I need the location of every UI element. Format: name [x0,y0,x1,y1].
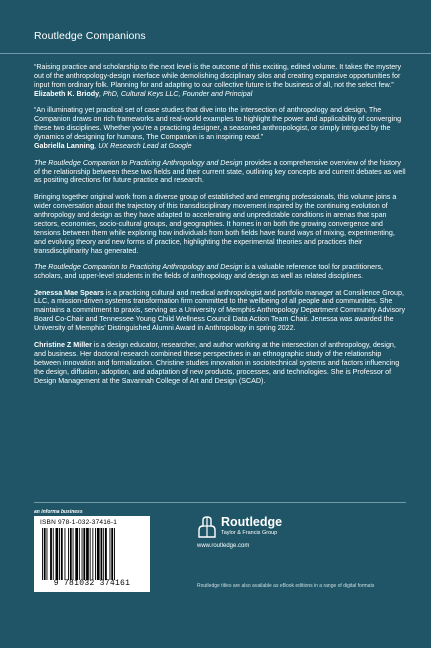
quote-2-attribution [34,142,406,151]
quote-1-attribution [34,90,406,99]
quote-1-name: Elizabeth K. Briody [34,89,100,98]
description-1-text: provides a comprehensive overview of the history of the relationship between these two fields and their current state, outlining key concepts and current debates as well as positing directions for future practice and research. [34,158,406,185]
routledge-logo-icon [197,516,217,538]
publisher-subtitle: Taylor & Francis Group [221,530,278,536]
barcode-digits: 9 781032 374161 [53,579,131,588]
ebook-note: Routledge titles are also available as eBook editions in a range of digital formats [197,583,375,589]
back-cover-text [34,63,406,393]
publisher-name: Routledge [221,515,283,529]
editor-bio-2 [34,341,406,386]
description-paragraph-2: Bringing together original work from a diverse group of established and emerging professionals, this volume joins a wider conversation about the trajectory of this transdisciplinary movement inspired by the continuing evolution of anthropology and design as they have adapted to accelerating and unpredictable conditions in arenas that span sectors, economies, socio-cultural groups, and geographies. It homes in on both the growing convergence and tensions between them while exploring how individuals from both fields have found ways of mixing, experimenting, and evolving theory and new forms of practice, highlighting the experimental theories and practices their transdisciplinarity has generated. [34,192,397,255]
editor-bio-1 [34,289,406,334]
editor-1-bio: is a practicing cultural and medical anthropologist and portfolio manager at Consilience Group, LLC, a mission-driven systems transformation firm committed to the wellbeing of all people and communities. She maintains a commitment to praxis, serving as a University of Memphis Anthropology Department Community Advisory Board Co-Chair and Tennessee Young Child Wellness Council Data Action Team Chair. Jenessa was awarded the University of Memphis’ Distinguished Alumni Award in Anthropology in spring 2022. [34,288,406,333]
editor-2-bio: is a design educator, researcher, and author working at the intersection of anthropology, design, and business. Her doctoral research combined these perspectives in an ethnographic study of the relationship between innovation and formalization. Christine studies innovation in sociotechnical systems and factors influencing the design, diffusion, adoption, and adaptation of new products, processes, and technologies. She is Professor of Design Management at the Savannah College of Art and Design (SCAD). [34,340,400,385]
quote-1-title: , PhD, Cultural Keys LLC, Founder and Principal [99,89,253,98]
editor-1-name: Jenessa Mae Spears [34,288,104,297]
isbn: ISBN 978-1-032-37416-1 [40,519,118,526]
barcode-bars [42,528,142,580]
quote-2-title: , UX Research Lead at Google [94,142,192,151]
barcode [34,516,150,592]
informa-label: an informa business [34,509,83,515]
series-header [0,0,431,54]
quote-2 [34,106,406,151]
series-name: Routledge Companions [34,30,146,42]
description-paragraph-1 [34,159,406,186]
book-title: The Routledge Companion to Practicing Anthropology and Design [34,158,243,167]
quote-2-text: “An illuminating yet practical set of case studies that dive into the intersection of anthropology and design, The Companion draws on rich frameworks and real-world examples to highlight the power and applicability of converging these two disciplines. Whether you’re a practicing designer, a seasoned anthropologist, or simply intrigued by the dynamics of designing for humans, The Companion is an inspiring read.” [34,106,402,142]
description-paragraph-3 [34,263,406,281]
book-title-2: The Routledge Companion to Practicing Anthropology and Design [34,263,243,272]
publisher-website[interactable]: www.routledge.com [197,543,250,549]
quote-2-name: Gabriella Lanning [34,142,95,151]
description-3-text: is a valuable reference tool for practitioners, scholars, and upper-level students in the fields of anthropology and design as well as related disciplines. [34,263,384,281]
quote-1-text: “Raising practice and scholarship to the next level is the outcome of this exciting, edited volume. It takes the mystery out of the anthropology-design interface while demolishing disciplinary silos and creating expansive opportunities for input from ordinary folk. Planning for and adapting to our collective future is the business of all, not the select few.” [34,63,402,89]
quote-1 [34,63,406,99]
footer-divider [34,502,406,503]
editor-2-name: Christine Z Miller [34,340,92,349]
